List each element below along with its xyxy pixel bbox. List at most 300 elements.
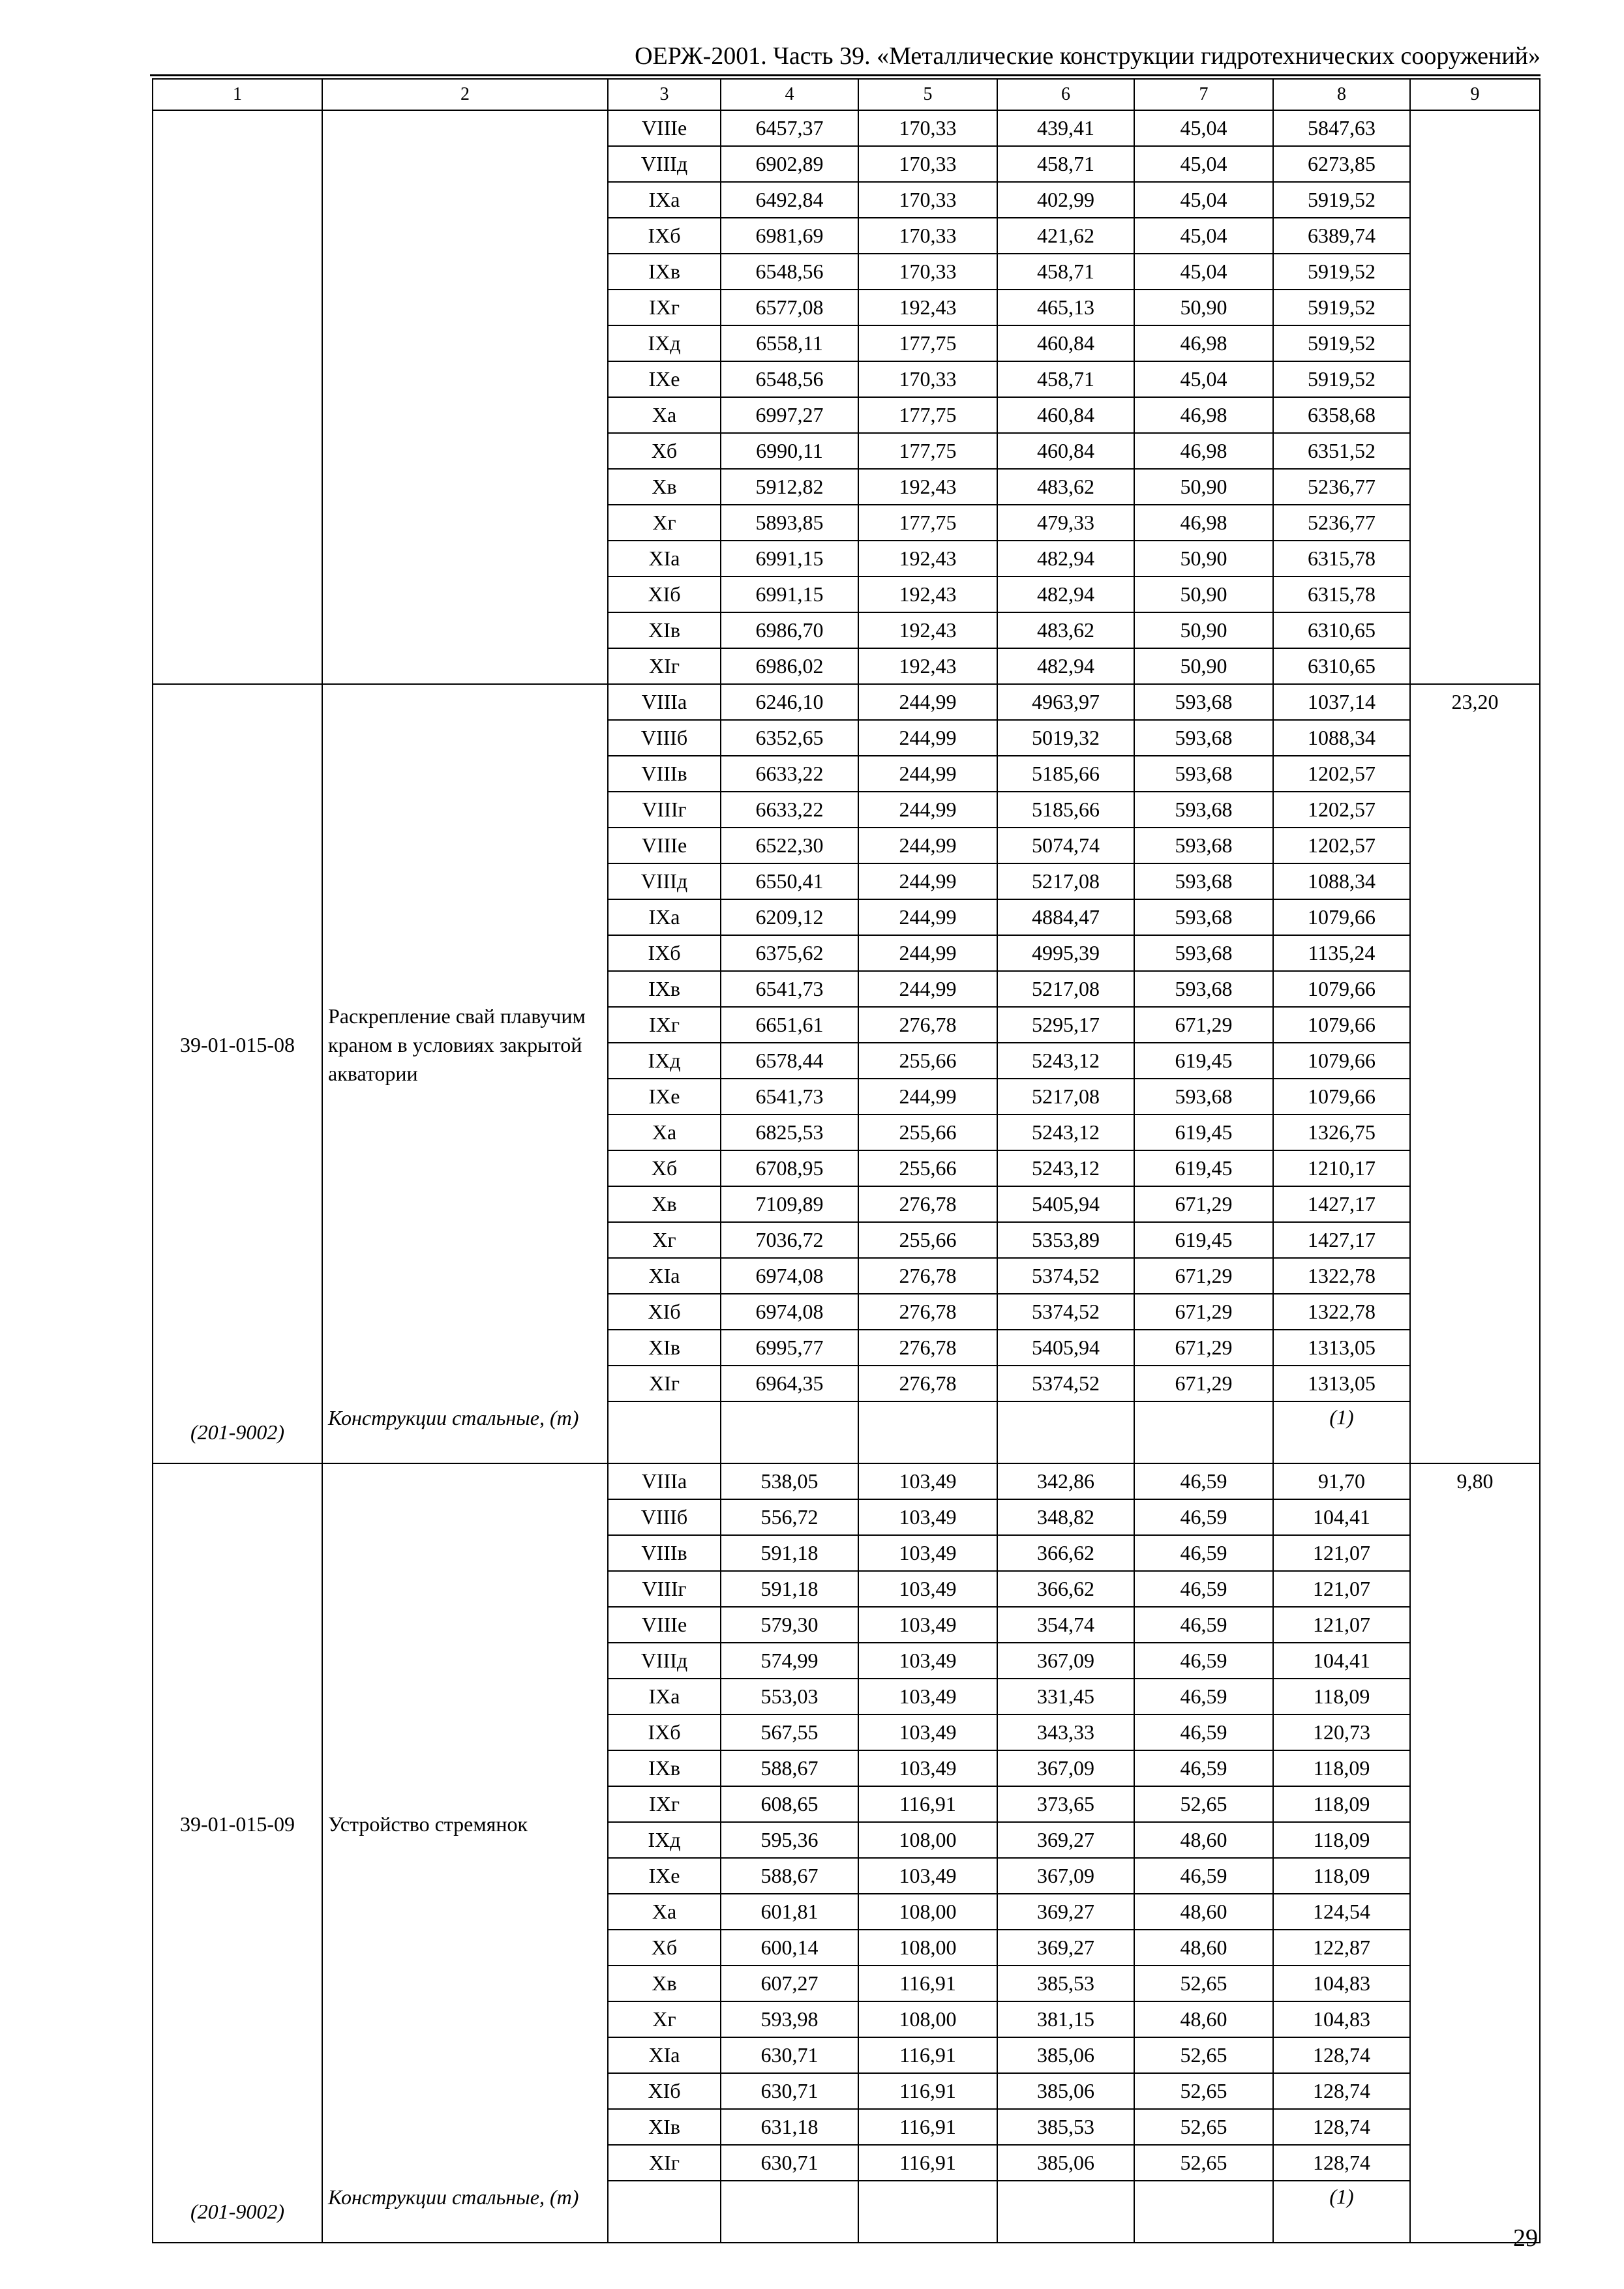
value-cell: 1135,24 (1273, 935, 1410, 971)
value-cell: 6902,89 (721, 146, 858, 182)
value-cell: 118,09 (1273, 1858, 1410, 1894)
value-cell: 46,59 (1134, 1571, 1273, 1607)
value-cell: 671,29 (1134, 1294, 1273, 1330)
resource-name-cell (322, 2181, 608, 2243)
value-cell: 385,53 (997, 1966, 1134, 2001)
zone-cell: XIв (608, 1330, 721, 1366)
zone-cell: VIIIд (608, 1643, 721, 1679)
zone-cell: VIIIб (608, 1499, 721, 1535)
value-cell: 7109,89 (721, 1186, 858, 1222)
value-cell: 276,78 (858, 1258, 997, 1294)
value-cell: 6995,77 (721, 1330, 858, 1366)
zone-cell: IXв (608, 971, 721, 1007)
value-cell: 458,71 (997, 361, 1134, 397)
value-cell: 1210,17 (1273, 1150, 1410, 1186)
rate-name: Устройство стремянок (328, 1812, 528, 1836)
rate-code: 39-01-015-09 (153, 1463, 322, 2181)
value-cell: 108,00 (858, 1930, 997, 1966)
value-cell: 482,94 (997, 576, 1134, 612)
table-row (153, 1463, 1540, 1499)
value-cell: 1079,66 (1273, 899, 1410, 935)
value-cell: 385,06 (997, 2037, 1134, 2073)
value-cell: 128,74 (1273, 2145, 1410, 2181)
value-cell: 5236,77 (1273, 505, 1410, 541)
value-cell: 170,33 (858, 182, 997, 218)
value-cell: 46,98 (1134, 433, 1273, 469)
value-cell: 671,29 (1134, 1330, 1273, 1366)
value-cell: 244,99 (858, 1079, 997, 1115)
value-cell: 244,99 (858, 720, 997, 756)
value-cell: 276,78 (858, 1366, 997, 1401)
value-cell: 479,33 (997, 505, 1134, 541)
column-number: 6 (997, 79, 1134, 110)
table-row (153, 110, 1540, 146)
value-cell: 5217,08 (997, 1079, 1134, 1115)
value-cell: 5374,52 (997, 1366, 1134, 1401)
column-number: 3 (608, 79, 721, 110)
value-cell: 48,60 (1134, 1930, 1273, 1966)
value-cell: 421,62 (997, 218, 1134, 254)
value-cell: 5912,82 (721, 469, 858, 505)
value-cell: 6541,73 (721, 1079, 858, 1115)
value-cell: 5893,85 (721, 505, 858, 541)
value-cell: 7036,72 (721, 1222, 858, 1258)
value-cell: 6981,69 (721, 218, 858, 254)
resource-code: (201-9002) (153, 1401, 322, 1463)
value-cell: 122,87 (1273, 1930, 1410, 1966)
zone-cell: XIа (608, 1258, 721, 1294)
zone-cell: IXб (608, 935, 721, 971)
value-cell: 46,98 (1134, 397, 1273, 433)
column-number: 2 (322, 79, 608, 110)
zone-cell: Xб (608, 433, 721, 469)
zone-cell: Xг (608, 1222, 721, 1258)
value-cell: 6633,22 (721, 756, 858, 792)
value-cell: 244,99 (858, 863, 997, 899)
value-cell: 385,53 (997, 2109, 1134, 2145)
value-cell: 5405,94 (997, 1186, 1134, 1222)
value-cell: 6990,11 (721, 433, 858, 469)
value-cell: 6548,56 (721, 254, 858, 290)
zone-cell: IXв (608, 1750, 721, 1786)
value-cell: 128,74 (1273, 2109, 1410, 2145)
rates-table (152, 78, 1541, 2243)
value-cell: 1079,66 (1273, 1007, 1410, 1043)
value-cell: 6651,61 (721, 1007, 858, 1043)
value-cell: 593,98 (721, 2001, 858, 2037)
value-cell: 4884,47 (997, 899, 1134, 935)
value-cell: 367,09 (997, 1643, 1134, 1679)
value-cell: 103,49 (858, 1679, 997, 1714)
empty-cell (997, 1401, 1134, 1463)
page-number: 29 (1513, 2224, 1538, 2252)
value-cell: 116,91 (858, 1786, 997, 1822)
value-cell: 1313,05 (1273, 1330, 1410, 1366)
zone-cell: XIб (608, 1294, 721, 1330)
zone-cell: VIIIа (608, 684, 721, 720)
value-cell: 46,59 (1134, 1535, 1273, 1571)
zone-cell: XIг (608, 1366, 721, 1401)
value-cell: 1088,34 (1273, 720, 1410, 756)
zone-cell: Xа (608, 1115, 721, 1150)
value-cell: 116,91 (858, 1966, 997, 2001)
value-cell: 276,78 (858, 1186, 997, 1222)
value-cell: 5374,52 (997, 1294, 1134, 1330)
value-cell: 118,09 (1273, 1786, 1410, 1822)
value-cell: 170,33 (858, 361, 997, 397)
value-cell: 116,91 (858, 2073, 997, 2109)
value-cell: 103,49 (858, 1714, 997, 1750)
value-cell: 170,33 (858, 254, 997, 290)
value-cell: 192,43 (858, 290, 997, 325)
value-cell: 244,99 (858, 792, 997, 828)
value-cell: 630,71 (721, 2145, 858, 2181)
value-cell: 6633,22 (721, 792, 858, 828)
value-cell: 170,33 (858, 110, 997, 146)
zone-cell: IXе (608, 361, 721, 397)
zone-cell: XIв (608, 612, 721, 648)
resource-qty: (1) (1273, 1401, 1410, 1463)
col9-value: 23,20 (1410, 684, 1540, 1463)
zone-cell: VIIIе (608, 828, 721, 863)
col9-value: 9,80 (1410, 1463, 1540, 2243)
value-cell: 6974,08 (721, 1294, 858, 1330)
value-cell: 48,60 (1134, 1894, 1273, 1930)
value-cell: 381,15 (997, 2001, 1134, 2037)
value-cell: 120,73 (1273, 1714, 1410, 1750)
value-cell: 108,00 (858, 1894, 997, 1930)
value-cell: 458,71 (997, 146, 1134, 182)
value-cell: 483,62 (997, 469, 1134, 505)
value-cell: 6991,15 (721, 576, 858, 612)
zone-cell: IXд (608, 1822, 721, 1858)
value-cell: 574,99 (721, 1643, 858, 1679)
value-cell: 5374,52 (997, 1258, 1134, 1294)
value-cell: 593,68 (1134, 828, 1273, 863)
value-cell: 6825,53 (721, 1115, 858, 1150)
value-cell: 192,43 (858, 541, 997, 576)
value-cell: 5243,12 (997, 1150, 1134, 1186)
resource-name: Конструкции стальные, (т) (328, 2185, 579, 2209)
value-cell: 192,43 (858, 612, 997, 648)
value-cell: 6246,10 (721, 684, 858, 720)
empty-cell (608, 2181, 721, 2243)
value-cell: 255,66 (858, 1115, 997, 1150)
value-cell: 385,06 (997, 2073, 1134, 2109)
value-cell: 45,04 (1134, 254, 1273, 290)
zone-cell: VIIIе (608, 110, 721, 146)
column-number: 4 (721, 79, 858, 110)
value-cell: 121,07 (1273, 1535, 1410, 1571)
zone-cell: Xг (608, 2001, 721, 2037)
column-number: 5 (858, 79, 997, 110)
value-cell: 45,04 (1134, 110, 1273, 146)
value-cell: 593,68 (1134, 684, 1273, 720)
zone-cell: IXб (608, 218, 721, 254)
value-cell: 177,75 (858, 397, 997, 433)
value-cell: 5919,52 (1273, 361, 1410, 397)
value-cell: 52,65 (1134, 2109, 1273, 2145)
rate-code-cell (153, 110, 322, 684)
value-cell: 1088,34 (1273, 863, 1410, 899)
zone-cell: XIа (608, 541, 721, 576)
value-cell: 369,27 (997, 1894, 1134, 1930)
value-cell: 52,65 (1134, 2145, 1273, 2181)
value-cell: 46,59 (1134, 1750, 1273, 1786)
value-cell: 5185,66 (997, 756, 1134, 792)
value-cell: 244,99 (858, 684, 997, 720)
value-cell: 118,09 (1273, 1679, 1410, 1714)
rate-code: 39-01-015-08 (153, 684, 322, 1401)
value-cell: 255,66 (858, 1043, 997, 1079)
value-cell: 192,43 (858, 469, 997, 505)
value-cell: 177,75 (858, 505, 997, 541)
value-cell: 6375,62 (721, 935, 858, 971)
value-cell: 192,43 (858, 576, 997, 612)
value-cell: 331,45 (997, 1679, 1134, 1714)
rate-name-cell (322, 1463, 608, 2181)
value-cell: 5919,52 (1273, 290, 1410, 325)
value-cell: 460,84 (997, 325, 1134, 361)
zone-cell: XIг (608, 2145, 721, 2181)
empty-cell (608, 1401, 721, 1463)
value-cell: 6964,35 (721, 1366, 858, 1401)
value-cell: 593,68 (1134, 971, 1273, 1007)
value-cell: 6351,52 (1273, 433, 1410, 469)
value-cell: 50,90 (1134, 648, 1273, 684)
zone-cell: Xг (608, 505, 721, 541)
value-cell: 4963,97 (997, 684, 1134, 720)
value-cell: 366,62 (997, 1535, 1134, 1571)
column-number: 8 (1273, 79, 1410, 110)
zone-cell: Xб (608, 1930, 721, 1966)
value-cell: 465,13 (997, 290, 1134, 325)
value-cell: 276,78 (858, 1007, 997, 1043)
zone-cell: Xв (608, 1966, 721, 2001)
value-cell: 593,68 (1134, 756, 1273, 792)
value-cell: 460,84 (997, 397, 1134, 433)
value-cell: 6315,78 (1273, 576, 1410, 612)
value-cell: 6541,73 (721, 971, 858, 1007)
value-cell: 6577,08 (721, 290, 858, 325)
value-cell: 593,68 (1134, 899, 1273, 935)
value-cell: 593,68 (1134, 792, 1273, 828)
value-cell: 6986,70 (721, 612, 858, 648)
value-cell: 6997,27 (721, 397, 858, 433)
value-cell: 6708,95 (721, 1150, 858, 1186)
value-cell: 244,99 (858, 828, 997, 863)
value-cell: 591,18 (721, 1571, 858, 1607)
zone-cell: Xб (608, 1150, 721, 1186)
zone-cell: IXе (608, 1858, 721, 1894)
zone-cell: VIIIа (608, 1463, 721, 1499)
value-cell: 121,07 (1273, 1607, 1410, 1643)
value-cell: 630,71 (721, 2073, 858, 2109)
zone-cell: XIб (608, 2073, 721, 2109)
rate-name: Раскрепление свай плавучим краном в условиях закрытой акватории (328, 1004, 586, 1085)
value-cell: 619,45 (1134, 1150, 1273, 1186)
value-cell: 128,74 (1273, 2037, 1410, 2073)
zone-cell: IXг (608, 1786, 721, 1822)
value-cell: 1079,66 (1273, 971, 1410, 1007)
value-cell: 6315,78 (1273, 541, 1410, 576)
value-cell: 367,09 (997, 1750, 1134, 1786)
value-cell: 458,71 (997, 254, 1134, 290)
value-cell: 6389,74 (1273, 218, 1410, 254)
value-cell: 255,66 (858, 1222, 997, 1258)
value-cell: 1202,57 (1273, 792, 1410, 828)
value-cell: 170,33 (858, 146, 997, 182)
value-cell: 5847,63 (1273, 110, 1410, 146)
value-cell: 593,68 (1134, 1079, 1273, 1115)
empty-cell (721, 2181, 858, 2243)
value-cell: 6273,85 (1273, 146, 1410, 182)
value-cell: 6550,41 (721, 863, 858, 899)
value-cell: 45,04 (1134, 146, 1273, 182)
zone-cell: IXг (608, 1007, 721, 1043)
zone-cell: XIг (608, 648, 721, 684)
value-cell: 1079,66 (1273, 1079, 1410, 1115)
value-cell: 103,49 (858, 1535, 997, 1571)
value-cell: 116,91 (858, 2037, 997, 2073)
value-cell: 103,49 (858, 1643, 997, 1679)
value-cell: 128,74 (1273, 2073, 1410, 2109)
value-cell: 607,27 (721, 1966, 858, 2001)
value-cell: 48,60 (1134, 1822, 1273, 1858)
value-cell: 6986,02 (721, 648, 858, 684)
value-cell: 595,36 (721, 1822, 858, 1858)
value-cell: 6991,15 (721, 541, 858, 576)
value-cell: 593,68 (1134, 863, 1273, 899)
value-cell: 6578,44 (721, 1043, 858, 1079)
value-cell: 108,00 (858, 1822, 997, 1858)
value-cell: 591,18 (721, 1535, 858, 1571)
value-cell: 50,90 (1134, 290, 1273, 325)
resource-name-cell (322, 1401, 608, 1463)
value-cell: 4995,39 (997, 935, 1134, 971)
value-cell: 631,18 (721, 2109, 858, 2145)
value-cell: 103,49 (858, 1750, 997, 1786)
value-cell: 6209,12 (721, 899, 858, 935)
value-cell: 103,49 (858, 1858, 997, 1894)
value-cell: 671,29 (1134, 1258, 1273, 1294)
zone-cell: IXг (608, 290, 721, 325)
value-cell: 619,45 (1134, 1222, 1273, 1258)
value-cell: 244,99 (858, 756, 997, 792)
rate-name-cell (322, 110, 608, 684)
value-cell: 483,62 (997, 612, 1134, 648)
zone-cell: IXв (608, 254, 721, 290)
value-cell: 46,59 (1134, 1858, 1273, 1894)
value-cell: 1322,78 (1273, 1294, 1410, 1330)
resource-row (153, 1401, 1540, 1463)
value-cell: 244,99 (858, 935, 997, 971)
value-cell: 52,65 (1134, 2073, 1273, 2109)
value-cell: 439,41 (997, 110, 1134, 146)
value-cell: 5353,89 (997, 1222, 1134, 1258)
value-cell: 46,59 (1134, 1463, 1273, 1499)
value-cell: 46,59 (1134, 1643, 1273, 1679)
empty-cell (1134, 2181, 1273, 2243)
zone-cell: Xа (608, 1894, 721, 1930)
value-cell: 5243,12 (997, 1043, 1134, 1079)
value-cell: 5217,08 (997, 971, 1134, 1007)
value-cell: 255,66 (858, 1150, 997, 1186)
value-cell: 118,09 (1273, 1750, 1410, 1786)
value-cell: 177,75 (858, 325, 997, 361)
value-cell: 5919,52 (1273, 325, 1410, 361)
value-cell: 46,59 (1134, 1607, 1273, 1643)
zone-cell: VIIIг (608, 792, 721, 828)
value-cell: 6492,84 (721, 182, 858, 218)
value-cell: 121,07 (1273, 1571, 1410, 1607)
value-cell: 6310,65 (1273, 648, 1410, 684)
value-cell: 116,91 (858, 2145, 997, 2181)
value-cell: 276,78 (858, 1294, 997, 1330)
value-cell: 367,09 (997, 1858, 1134, 1894)
empty-cell (1134, 1401, 1273, 1463)
rate-name-cell (322, 684, 608, 1401)
value-cell: 5236,77 (1273, 469, 1410, 505)
value-cell: 482,94 (997, 648, 1134, 684)
zone-cell: VIIIд (608, 863, 721, 899)
value-cell: 46,59 (1134, 1499, 1273, 1535)
value-cell: 108,00 (858, 2001, 997, 2037)
value-cell: 588,67 (721, 1858, 858, 1894)
value-cell: 46,59 (1134, 1714, 1273, 1750)
value-cell: 6358,68 (1273, 397, 1410, 433)
value-cell: 5019,32 (997, 720, 1134, 756)
zone-cell: XIа (608, 2037, 721, 2073)
page-header: ОЕРЖ-2001. Часть 39. «Металлические конструкции гидротехнических сооружений» (150, 38, 1541, 76)
zone-cell: VIIIб (608, 720, 721, 756)
resource-code: (201-9002) (153, 2181, 322, 2243)
column-number: 7 (1134, 79, 1273, 110)
column-number: 9 (1410, 79, 1540, 110)
value-cell: 192,43 (858, 648, 997, 684)
zone-cell: IXб (608, 1714, 721, 1750)
value-cell: 177,75 (858, 433, 997, 469)
zone-cell: VIIIв (608, 756, 721, 792)
value-cell: 538,05 (721, 1463, 858, 1499)
value-cell: 579,30 (721, 1607, 858, 1643)
value-cell: 1322,78 (1273, 1258, 1410, 1294)
value-cell: 52,65 (1134, 1966, 1273, 2001)
value-cell: 601,81 (721, 1894, 858, 1930)
zone-cell: VIIIе (608, 1607, 721, 1643)
value-cell: 48,60 (1134, 2001, 1273, 2037)
value-cell: 1313,05 (1273, 1366, 1410, 1401)
value-cell: 5074,74 (997, 828, 1134, 863)
value-cell: 671,29 (1134, 1186, 1273, 1222)
value-cell: 373,65 (997, 1786, 1134, 1822)
value-cell: 1202,57 (1273, 828, 1410, 863)
value-cell: 46,98 (1134, 325, 1273, 361)
value-cell: 369,27 (997, 1822, 1134, 1858)
value-cell: 1037,14 (1273, 684, 1410, 720)
value-cell: 600,14 (721, 1930, 858, 1966)
value-cell: 1079,66 (1273, 1043, 1410, 1079)
value-cell: 588,67 (721, 1750, 858, 1786)
value-cell: 170,33 (858, 218, 997, 254)
zone-cell: XIв (608, 2109, 721, 2145)
zone-cell: VIIIг (608, 1571, 721, 1607)
value-cell: 103,49 (858, 1571, 997, 1607)
value-cell: 50,90 (1134, 576, 1273, 612)
value-cell: 348,82 (997, 1499, 1134, 1535)
value-cell: 556,72 (721, 1499, 858, 1535)
value-cell: 593,68 (1134, 720, 1273, 756)
